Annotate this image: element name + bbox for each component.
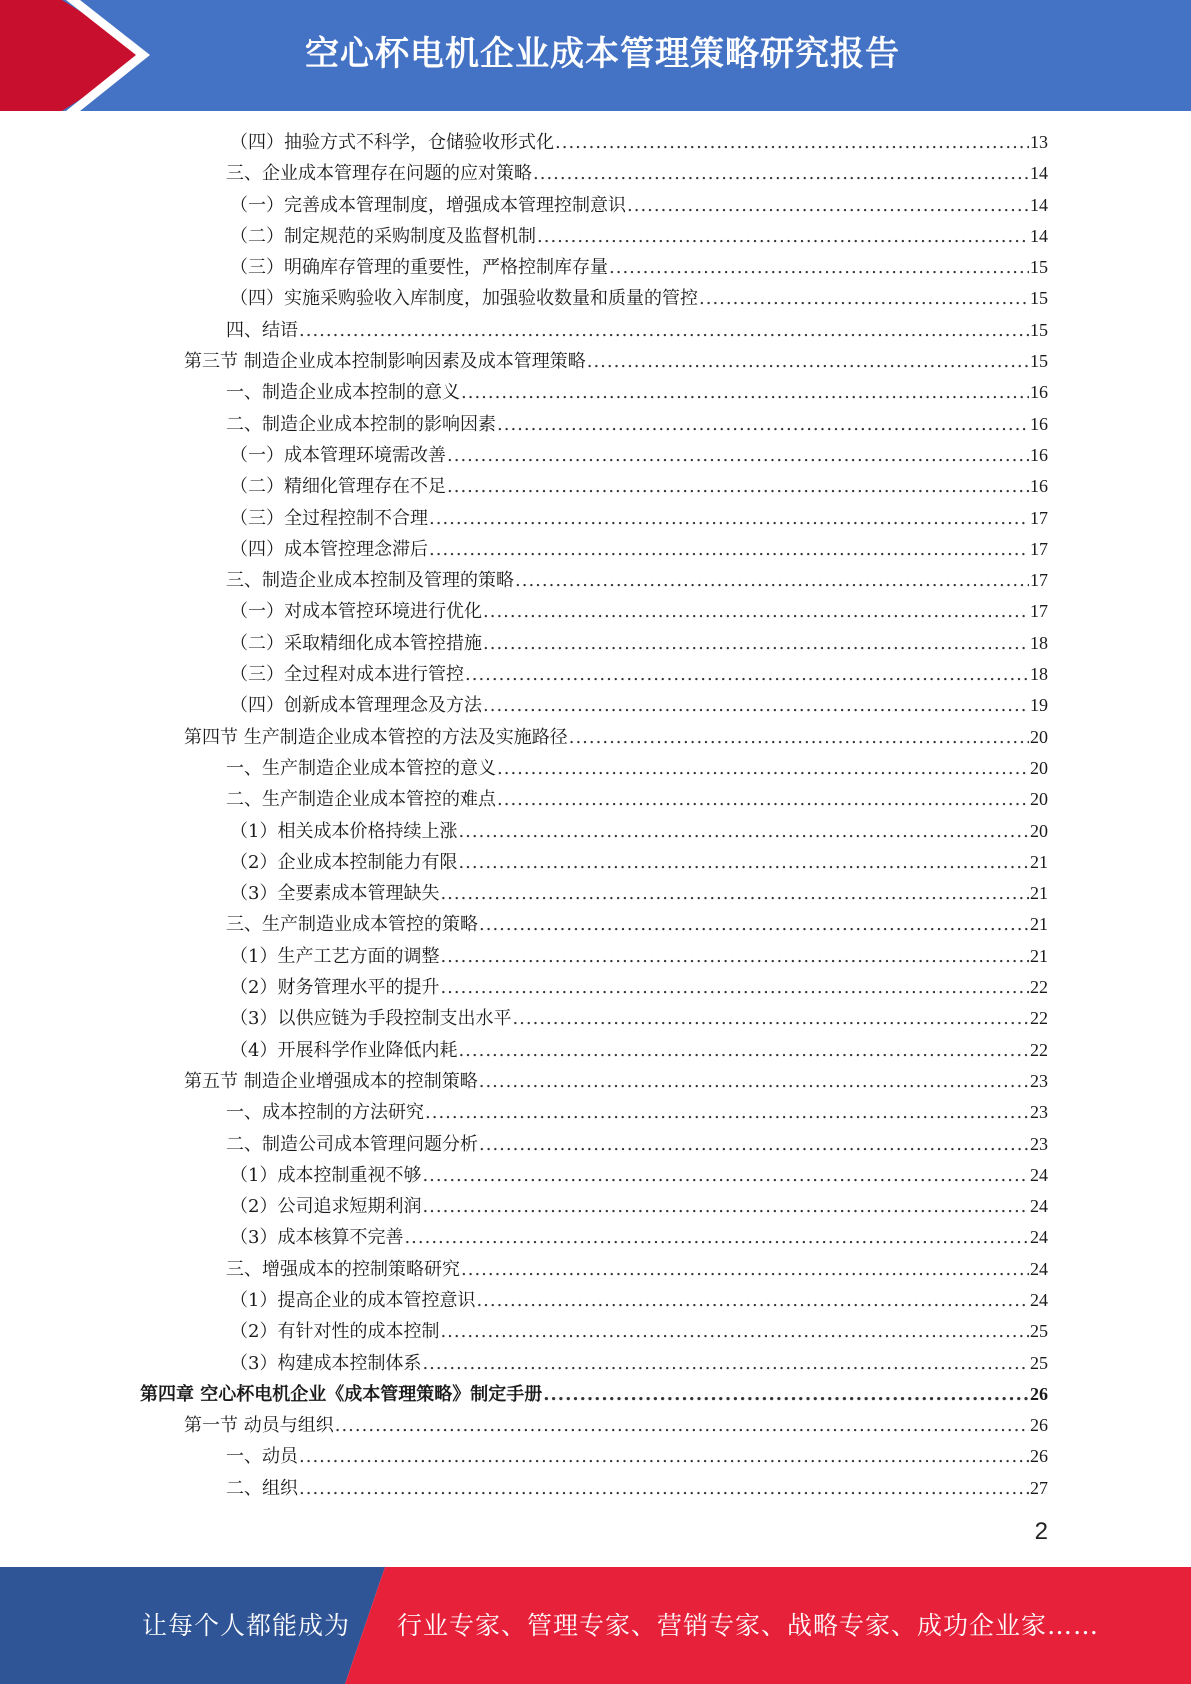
- toc-entry-label: （3）以供应链为手段控制支出水平: [230, 1008, 512, 1030]
- toc-entry[interactable]: [140, 503, 1048, 534]
- toc-dot-leader: [543, 1379, 1029, 1410]
- toc-dot-leader: [299, 315, 1029, 346]
- toc-entry-label: 二、组织: [226, 1477, 298, 1499]
- toc-dot-leader: [440, 1316, 1029, 1347]
- toc-entry-label: 第四章 空心杯电机企业《成本管理策略》制定手册: [140, 1383, 543, 1405]
- toc-entry[interactable]: [140, 1129, 1048, 1160]
- toc-dot-leader: [440, 878, 1029, 909]
- toc-entry-label: 三、制造企业成本控制及管理的策略: [226, 570, 514, 592]
- toc-entry-page: 25: [1030, 1321, 1048, 1342]
- toc-entry[interactable]: [140, 753, 1048, 784]
- toc-entry[interactable]: [140, 722, 1048, 753]
- toc-entry-page: 14: [1030, 194, 1048, 215]
- toc-dot-leader: [479, 1129, 1029, 1160]
- toc-dot-leader: [299, 1441, 1029, 1472]
- toc-entry[interactable]: [140, 1160, 1048, 1191]
- toc-entry-label: 三、增强成本的控制策略研究: [226, 1258, 460, 1280]
- toc-entry-label: （2）财务管理水平的提升: [230, 977, 440, 999]
- toc-entry[interactable]: [140, 909, 1048, 940]
- toc-dot-leader: [515, 565, 1029, 596]
- toc-entry-page: 13: [1030, 132, 1048, 152]
- toc-entry[interactable]: [140, 659, 1048, 690]
- toc-entry-page: 26: [1030, 1415, 1048, 1436]
- toc-entry[interactable]: [140, 377, 1048, 408]
- toc-entry-label: 第三节 制造企业成本控制影响因素及成本管理策略: [184, 351, 586, 373]
- toc-entry[interactable]: [140, 1379, 1048, 1410]
- footer-banner: [0, 1567, 1191, 1684]
- toc-dot-leader: [533, 158, 1029, 189]
- toc-entry-page: 22: [1030, 1008, 1048, 1029]
- toc-dot-leader: [422, 1160, 1029, 1191]
- toc-dot-leader: [479, 909, 1029, 940]
- toc-entry-label: （3）构建成本控制体系: [230, 1352, 422, 1374]
- toc-dot-leader: [458, 816, 1029, 847]
- toc-entry-page: 27: [1030, 1477, 1048, 1498]
- toc-entry-label: （四）实施采购验收入库制度，加强验收数量和质量的管控: [230, 288, 698, 310]
- toc-entry[interactable]: [140, 628, 1048, 659]
- toc-entry-page: 17: [1030, 570, 1048, 591]
- toc-dot-leader: [483, 628, 1029, 659]
- toc-entry[interactable]: [140, 1066, 1048, 1097]
- toc-entry-label: （二）制定规范的采购制度及监督机制: [230, 225, 536, 247]
- toc-dot-leader: [476, 1285, 1029, 1316]
- header-banner: [0, 0, 1191, 111]
- toc-entry-label: 四、结语: [226, 319, 298, 341]
- toc-entry-label: （二）精细化管理存在不足: [230, 476, 446, 498]
- toc-dot-leader: [555, 127, 1029, 158]
- toc-dot-leader: [458, 1035, 1029, 1066]
- toc-entry[interactable]: [140, 972, 1048, 1003]
- toc-entry-page: 24: [1030, 1258, 1048, 1279]
- toc-entry-label: （1）相关成本价格持续上涨: [230, 820, 458, 842]
- toc-dot-leader: [512, 1003, 1029, 1034]
- toc-entry-page: 20: [1030, 820, 1048, 841]
- toc-entry-label: （四）创新成本管理理念及方法: [230, 695, 482, 717]
- toc-dot-leader: [699, 283, 1029, 314]
- toc-entry-label: （2）企业成本控制能力有限: [230, 851, 458, 873]
- toc-dot-leader: [497, 784, 1029, 815]
- toc-entry-page: 17: [1030, 507, 1048, 528]
- toc-entry-label: 三、生产制造业成本管控的策略: [226, 914, 478, 936]
- table-of-contents: [140, 127, 1048, 1504]
- toc-dot-leader: [404, 1222, 1029, 1253]
- toc-entry-label: 二、生产制造企业成本管控的难点: [226, 789, 496, 811]
- toc-entry[interactable]: [140, 1473, 1048, 1504]
- toc-dot-leader: [458, 847, 1029, 878]
- toc-entry[interactable]: [140, 1441, 1048, 1472]
- toc-entry-label: （四）抽验方式不科学，仓储验收形式化: [230, 132, 554, 153]
- toc-entry-label: （三）明确库存管理的重要性，严格控制库存量: [230, 257, 608, 279]
- toc-entry[interactable]: [140, 1410, 1048, 1441]
- toc-entry-page: 16: [1030, 413, 1048, 434]
- toc-entry-page: 16: [1030, 382, 1048, 403]
- toc-entry-page: 26: [1030, 1446, 1048, 1467]
- toc-entry-label: 三、企业成本管理存在问题的应对策略: [226, 163, 532, 185]
- toc-dot-leader: [425, 1097, 1029, 1128]
- toc-entry-label: （1）成本控制重视不够: [230, 1164, 422, 1186]
- toc-entry[interactable]: [140, 565, 1048, 596]
- page-number: 2: [1034, 1518, 1048, 1545]
- toc-entry-label: （二）采取精细化成本管控措施: [230, 632, 482, 654]
- toc-entry-page: 15: [1030, 288, 1048, 309]
- toc-entry[interactable]: [140, 1097, 1048, 1128]
- toc-entry-page: 22: [1030, 1039, 1048, 1060]
- toc-entry[interactable]: [140, 1285, 1048, 1316]
- toc-entry-label: 一、成本控制的方法研究: [226, 1102, 424, 1124]
- toc-entry[interactable]: [140, 816, 1048, 847]
- toc-dot-leader: [461, 1254, 1029, 1285]
- toc-entry-label: （2）公司追求短期利润: [230, 1196, 422, 1218]
- toc-entry-page: 24: [1030, 1227, 1048, 1248]
- toc-dot-leader: [479, 1066, 1029, 1097]
- document-title: 空心杯电机企业成本管理策略研究报告: [305, 34, 900, 74]
- toc-dot-leader: [429, 534, 1029, 565]
- toc-entry-label: 一、动员: [226, 1446, 298, 1468]
- toc-entry-label: （1）生产工艺方面的调整: [230, 945, 440, 967]
- toc-entry-page: 21: [1030, 945, 1048, 966]
- toc-entry-label: （一）成本管理环境需改善: [230, 444, 446, 466]
- toc-entry-page: 21: [1030, 851, 1048, 872]
- toc-entry[interactable]: [140, 1254, 1048, 1285]
- toc-entry[interactable]: [140, 471, 1048, 502]
- toc-entry-page: 18: [1030, 664, 1048, 685]
- toc-entry[interactable]: [140, 690, 1048, 721]
- toc-entry[interactable]: [140, 1222, 1048, 1253]
- toc-entry-page: 23: [1030, 1070, 1048, 1091]
- toc-entry-page: 20: [1030, 726, 1048, 747]
- toc-entry-page: 15: [1030, 319, 1048, 340]
- toc-entry[interactable]: [140, 158, 1048, 189]
- toc-entry-label: 一、制造企业成本控制的意义: [226, 382, 460, 404]
- toc-entry-label: （四）成本管控理念滞后: [230, 538, 428, 560]
- toc-entry-page: 22: [1030, 977, 1048, 998]
- toc-entry-page: 24: [1030, 1164, 1048, 1185]
- toc-entry[interactable]: [140, 784, 1048, 815]
- toc-entry-label: （一）对成本管控环境进行优化: [230, 601, 482, 623]
- toc-entry[interactable]: [140, 878, 1048, 909]
- toc-dot-leader: [429, 503, 1029, 534]
- toc-dot-leader: [447, 471, 1029, 502]
- toc-entry-page: 25: [1030, 1352, 1048, 1373]
- toc-entry[interactable]: [140, 1191, 1048, 1222]
- toc-dot-leader: [461, 377, 1029, 408]
- toc-entry-label: （1）提高企业的成本管控意识: [230, 1289, 476, 1311]
- toc-entry[interactable]: [140, 847, 1048, 878]
- footer-slogan-left: 让每个人都能成为: [142, 1611, 351, 1640]
- toc-entry-label: （3）全要素成本管理缺失: [230, 883, 440, 905]
- toc-entry-page: 20: [1030, 757, 1048, 778]
- toc-entry-page: 17: [1030, 601, 1048, 622]
- toc-entry[interactable]: [140, 1316, 1048, 1347]
- toc-entry-page: 23: [1030, 1102, 1048, 1123]
- toc-entry[interactable]: [140, 190, 1048, 221]
- toc-dot-leader: [497, 409, 1029, 440]
- toc-dot-leader: [587, 346, 1029, 377]
- toc-dot-leader: [609, 252, 1029, 283]
- toc-dot-leader: [440, 941, 1029, 972]
- toc-entry[interactable]: [140, 283, 1048, 314]
- toc-dot-leader: [627, 190, 1029, 221]
- toc-entry-label: （三）全过程控制不合理: [230, 507, 428, 529]
- toc-entry[interactable]: [140, 127, 1048, 158]
- toc-entry-label: （4）开展科学作业降低内耗: [230, 1039, 458, 1061]
- toc-entry[interactable]: [140, 409, 1048, 440]
- toc-entry[interactable]: [140, 252, 1048, 283]
- toc-entry-page: 15: [1030, 351, 1048, 372]
- toc-entry-label: （三）全过程对成本进行管控: [230, 664, 464, 686]
- toc-entry-label: （2）有针对性的成本控制: [230, 1321, 440, 1343]
- toc-entry[interactable]: [140, 315, 1048, 346]
- toc-entry[interactable]: [140, 941, 1048, 972]
- toc-dot-leader: [299, 1473, 1029, 1504]
- toc-dot-leader: [440, 972, 1029, 1003]
- toc-entry-label: 一、生产制造企业成本管控的意义: [226, 757, 496, 779]
- toc-entry-page: 21: [1030, 883, 1048, 904]
- toc-entry-label: 第五节 制造企业增强成本的控制策略: [184, 1070, 478, 1092]
- toc-entry-page: 24: [1030, 1289, 1048, 1310]
- toc-dot-leader: [422, 1348, 1029, 1379]
- toc-dot-leader: [335, 1410, 1029, 1441]
- toc-entry-label: 第一节 动员与组织: [184, 1415, 334, 1437]
- toc-entry-page: 24: [1030, 1196, 1048, 1217]
- toc-dot-leader: [447, 440, 1029, 471]
- toc-entry-page: 14: [1030, 163, 1048, 184]
- toc-entry[interactable]: [140, 1003, 1048, 1034]
- toc-entry-page: 15: [1030, 257, 1048, 278]
- toc-dot-leader: [569, 722, 1029, 753]
- toc-entry[interactable]: [140, 221, 1048, 252]
- toc-entry-label: 第四节 生产制造企业成本管控的方法及实施路径: [184, 726, 568, 748]
- toc-dot-leader: [422, 1191, 1029, 1222]
- toc-entry-page: 20: [1030, 789, 1048, 810]
- toc-entry-page: 18: [1030, 632, 1048, 653]
- toc-entry[interactable]: [140, 1035, 1048, 1066]
- toc-entry-page: 16: [1030, 476, 1048, 497]
- toc-entry[interactable]: [140, 346, 1048, 377]
- footer-slogan-right: 行业专家、管理专家、营销专家、战略专家、成功企业家……: [397, 1611, 1100, 1640]
- toc-entry[interactable]: [140, 534, 1048, 565]
- toc-dot-leader: [537, 221, 1029, 252]
- toc-entry-label: （3）成本核算不完善: [230, 1227, 404, 1249]
- toc-entry[interactable]: [140, 440, 1048, 471]
- toc-entry-page: 19: [1030, 695, 1048, 716]
- toc-dot-leader: [465, 659, 1029, 690]
- toc-entry-page: 23: [1030, 1133, 1048, 1154]
- toc-entry-page: 14: [1030, 225, 1048, 246]
- toc-entry-label: 二、制造企业成本控制的影响因素: [226, 413, 496, 435]
- toc-entry-page: 26: [1030, 1383, 1048, 1404]
- toc-dot-leader: [483, 690, 1029, 721]
- toc-entry-label: （一）完善成本管理制度，增强成本管理控制意识: [230, 194, 626, 216]
- toc-entry-label: 二、制造公司成本管理问题分析: [226, 1133, 478, 1155]
- toc-entry-page: 21: [1030, 914, 1048, 935]
- toc-entry[interactable]: [140, 1348, 1048, 1379]
- toc-entry-page: 16: [1030, 444, 1048, 465]
- toc-entry[interactable]: [140, 596, 1048, 627]
- toc-dot-leader: [483, 596, 1029, 627]
- toc-dot-leader: [497, 753, 1029, 784]
- toc-entry-page: 17: [1030, 538, 1048, 559]
